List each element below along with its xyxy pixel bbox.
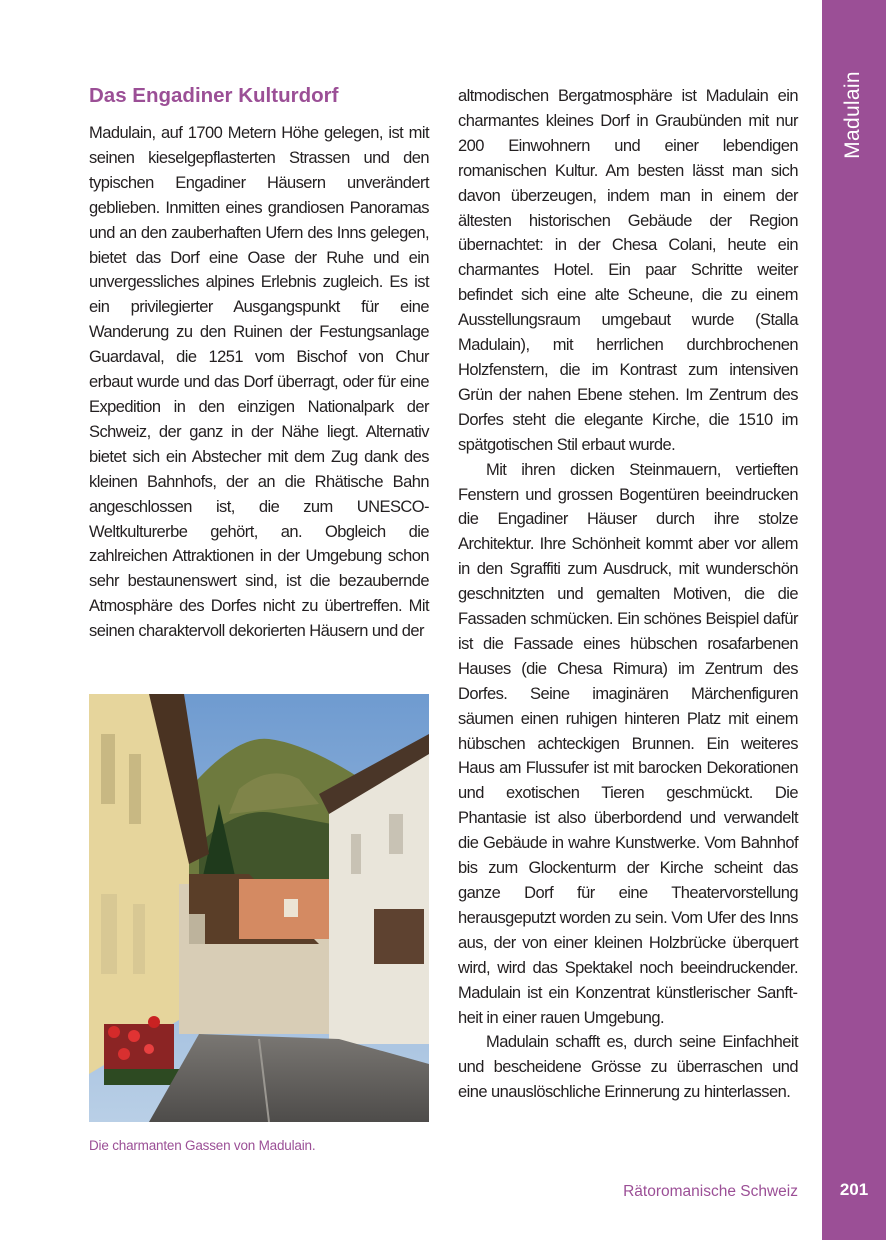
running-footer: Rätoromanische Schweiz	[623, 1183, 798, 1200]
article-heading: Das Engadiner Kulturdorf	[89, 84, 339, 107]
section-tab-label: Madulain	[841, 71, 864, 159]
right-text-column	[458, 84, 798, 1105]
village-street-photo	[89, 694, 429, 1122]
paragraph: Mit ihren dicken Steinmauern, vertieften Fenstern und grossen Bogentüren beeindrucken die Engadiner Häuser durch ihre stolze Architektur. Ihre Schönheit kommt aber vor allem in den Sgraffiti zum Ausdruck, mit wunderschön geschnitzten und gemalten Motiven, die die Fassaden schmücken. Ein schönes Beispiel dafür ist die Fassade eines hübschen rosafarbenen Hauses (die Chesa Rimura) im Zentrum des Dorfes. Seine imaginären Märchenfiguren säumen einen ruhigen hinteren Platz mit einem hübschen achteckigen Brunnen. Ein weiteres Haus am Flussufer ist mit barocken Dekorationen und exotischen Tieren geschmückt. Die Phantasie ist also überbordend und verwandelt die Gebäude in wahre Kunstwerke. Vom Bahnhof bis zum Glockenturm der Kirche scheint das ganze Dorf für eine Theatervorstellung herausgeputzt worden zu sein. Vom Ufer des Inns aus, der von einer kleinen Holzbrücke überquert wird, wird das Spektakel noch beeindruckender. Madulain ist ein Konzentrat künstlerischer Sanftheit in einer rauen Umgebung.	[458, 460, 798, 1027]
left-text-column	[89, 121, 429, 644]
paragraph: Madulain schafft es, durch seine Einfachheit und bescheidene Grösse zu überraschen und eine unauslöschliche Erinnerung zu hinterlassen.	[458, 1033, 798, 1102]
page-number: 201	[839, 1180, 869, 1199]
paragraph: altmodischen Bergatmosphäre ist Madulain ein charmantes kleines Dorf in Graubünden mit nur 200 Einwohnern und einer lebendigen romanischen Kultur. Am besten lässt man sich davon überzeugen, indem man in einem der ältesten historischen Gebäude der Region übernachtet: in der Chesa Colani, heute ein charmantes Hotel. Ein paar Schritte weiter befindet sich eine alte Scheune, die zu einem Ausstellungsraum umgebaut wurde (Stalla Madulain), mit herrlichen durchbrochenen Holzfenstern, die im Kontrast zum intensiven Grün der nahen Ebene stehen. Im Zentrum des Dorfes steht die elegante Kirche, die 1510 im spätgotischen Stil erbaut wurde.	[458, 87, 798, 454]
photo-caption: Die charmanten Gassen von Madulain.	[89, 1138, 316, 1153]
paragraph: Madulain, auf 1700 Metern Höhe gelegen, ist mit seinen kieselgepflasterten Strassen und den typischen Engadiner Häusern unverändert geblieben. Inmitten eines grandiosen Panoramas und an den zauberhaften Ufern des Inns gelegen, bietet das Dorf eine Oase der Ruhe und ein unvergessliches alpines Erlebnis zugleich. Es ist ein privilegierter Ausgangspunkt für eine Wanderung zu den Ruinen der Festungsanlage Guardaval, die 1251 vom Bischof von Chur erbaut wurde und das Dorf überragt, oder für eine Expedition in den einzigen Nationalpark der Schweiz, der ganz in der Nähe liegt. Alternativ bietet sich ein Abstecher mit dem Zug dank des kleinen Bahnhofs, der an die Rhätische Bahn angeschlossen ist, die zum UNESCO-Weltkulturerbe gehört, an. Obgleich die zahlreichen Attraktionen in der Umgebung schon sehr bestaunenswert sind, ist die bezaubernde Atmosphäre des Dorfes nicht zu übertreffen. Mit seinen charaktervoll dekorierten Häusern und der	[89, 124, 429, 641]
section-side-tab	[822, 0, 886, 1240]
